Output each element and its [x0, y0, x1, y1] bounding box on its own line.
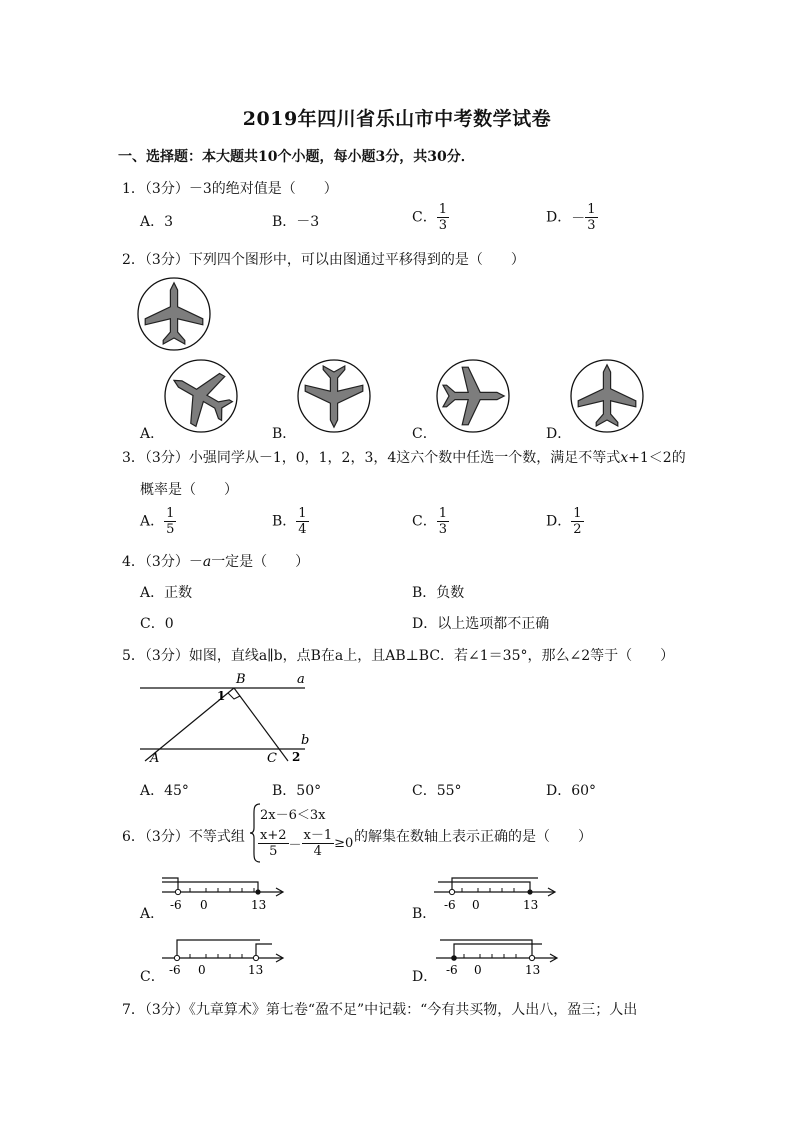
- tick-0: 0: [472, 898, 480, 912]
- q3-option-d[interactable]: [546, 506, 584, 537]
- q4-option-d[interactable]: D．以上选项都不正确: [412, 616, 550, 632]
- tick-13: 13: [525, 963, 541, 977]
- q3-b-fraction: $\frac{1}{4}$: [298, 506, 307, 537]
- tick-neg6: -6: [444, 898, 456, 912]
- q5-option-d[interactable]: D．60°: [546, 783, 597, 799]
- q1-option-b[interactable]: [272, 211, 319, 231]
- q1-a-value: 3: [164, 214, 174, 230]
- q1-d-sign: －: [571, 210, 586, 227]
- q5-option-a[interactable]: A．45°: [140, 783, 189, 799]
- q6-number-line-a[interactable]: [160, 866, 290, 918]
- reference-plane-figure: [138, 278, 210, 350]
- q3-stem-text: 3．（3分）小强同学从－1，0，1，2，3，4这六个数中任选一个数，满足不等式: [122, 450, 621, 466]
- q1-b-label: B．: [272, 214, 297, 230]
- q3-inequality: +1＜2: [628, 450, 672, 466]
- q2-figure-b[interactable]: [298, 360, 370, 432]
- q5-geometry-figure: [135, 670, 320, 770]
- q3-variable: x: [620, 450, 629, 466]
- q2-figure-a[interactable]: [160, 355, 242, 435]
- q3-d-fraction: $\frac{1}{2}$: [573, 506, 582, 537]
- label-B: B: [236, 672, 246, 687]
- q5-option-b[interactable]: B．50°: [272, 783, 322, 799]
- q6-option-d[interactable]: D．: [412, 969, 438, 985]
- q3-d-label: D．: [546, 513, 572, 530]
- q3-stem-line2: 概率是（ ）: [140, 482, 238, 498]
- q4-option-b[interactable]: B．负数: [412, 585, 465, 601]
- q4-stem-pre: 4．（3分）－: [122, 554, 203, 570]
- q4-option-c[interactable]: C．0: [140, 616, 174, 632]
- q1-b-value: －3: [296, 214, 320, 230]
- paper-title: 2019年四川省乐山市中考数学试卷: [242, 108, 552, 130]
- q6-fraction-1: $\frac{x+2}{5}$: [260, 828, 287, 859]
- label-a: a: [297, 672, 305, 687]
- q1-c-fraction: $\frac{1}{3}$: [438, 202, 447, 233]
- q1-option-c[interactable]: [412, 202, 449, 233]
- q3-c-fraction: $\frac{1}{3}$: [438, 506, 447, 537]
- q3-option-c[interactable]: [412, 506, 449, 537]
- tick-13: 13: [248, 963, 264, 977]
- q1-d-label: D．: [546, 209, 572, 226]
- q1-option-a[interactable]: [140, 211, 173, 231]
- q1-option-d[interactable]: [546, 202, 598, 233]
- q6-fraction-2: $\frac{x-1}{4}$: [303, 828, 333, 859]
- tick-0: 0: [198, 963, 206, 977]
- tick-neg6: -6: [169, 963, 181, 977]
- q6-option-b[interactable]: B．: [412, 906, 437, 922]
- q5-stem: 5．（3分）如图，直线a∥b，点B在a上，且AB⊥BC．若∠1＝35°，那么∠2等于（ ）: [122, 648, 675, 664]
- q6-stem-post: 的解集在数轴上表示正确的是（ ）: [354, 829, 592, 845]
- q2-option-a[interactable]: A．: [140, 426, 165, 442]
- label-A: A: [150, 751, 160, 766]
- q6-minus: －: [288, 838, 302, 853]
- tick-13: 13: [251, 898, 267, 912]
- label-angle-2: 2: [292, 750, 301, 764]
- q3-option-a[interactable]: [140, 506, 176, 537]
- q2-option-c[interactable]: C．: [412, 426, 437, 442]
- section-heading: 一、选择题：本大题共10个小题，每小题3分，共30分．: [118, 149, 475, 165]
- q2-figures: [130, 272, 690, 442]
- q4-stem-post: 一定是（ ）: [211, 554, 310, 570]
- tick-0: 0: [200, 898, 208, 912]
- q3-stem: [122, 447, 686, 467]
- q5-option-c[interactable]: C．55°: [412, 783, 462, 799]
- q7-stem: 7．（3分）《九章算术》第七卷“盈不足”中记载：“今有共买物，人出八，盈三；人出: [122, 1002, 638, 1018]
- q2-option-b[interactable]: B．: [272, 426, 297, 442]
- tick-neg6: -6: [446, 963, 458, 977]
- q6-stem-pre: 6．（3分）不等式组: [122, 829, 245, 845]
- q1-a-label: A．: [140, 214, 165, 230]
- q2-figure-c[interactable]: [437, 360, 509, 432]
- q3-stem-end: 的: [671, 450, 686, 466]
- q6-number-line-b[interactable]: [432, 866, 562, 918]
- label-C: C: [267, 751, 277, 766]
- q2-stem: 2．（3分）下列四个图形中，可以由图通过平移得到的是（ ）: [122, 252, 525, 268]
- q6-option-c[interactable]: C．: [140, 969, 165, 985]
- tick-0: 0: [474, 963, 482, 977]
- q6-inequality-2: [258, 828, 353, 859]
- segment-bc: [234, 688, 288, 761]
- q3-a-fraction: $\frac{1}{5}$: [166, 506, 175, 537]
- q4-stem: [122, 551, 309, 571]
- q4-variable: a: [202, 554, 212, 570]
- q3-a-label: A．: [140, 513, 165, 530]
- q6-tail: ≥0: [334, 836, 354, 851]
- q1-c-label: C．: [412, 209, 437, 226]
- q6-inequality-1: 2x－6＜3x: [260, 808, 326, 823]
- q6-option-a[interactable]: A．: [140, 906, 165, 922]
- q4-option-a[interactable]: A．正数: [140, 585, 193, 601]
- label-angle-1: 1: [217, 689, 226, 703]
- q3-c-label: C．: [412, 513, 437, 530]
- q1-stem: 1．（3分）－3的绝对值是（ ）: [122, 181, 338, 197]
- label-b: b: [301, 733, 310, 748]
- q3-option-b[interactable]: [272, 506, 309, 537]
- q2-option-d[interactable]: D．: [546, 426, 572, 442]
- tick-13: 13: [523, 898, 539, 912]
- q1-d-fraction: $\frac{1}{3}$: [587, 202, 596, 233]
- q6-number-line-c[interactable]: [160, 928, 290, 980]
- tick-neg6: -6: [170, 898, 182, 912]
- q2-figure-d[interactable]: [571, 360, 643, 432]
- q3-b-label: B．: [272, 513, 297, 530]
- q6-number-line-d[interactable]: [434, 928, 564, 980]
